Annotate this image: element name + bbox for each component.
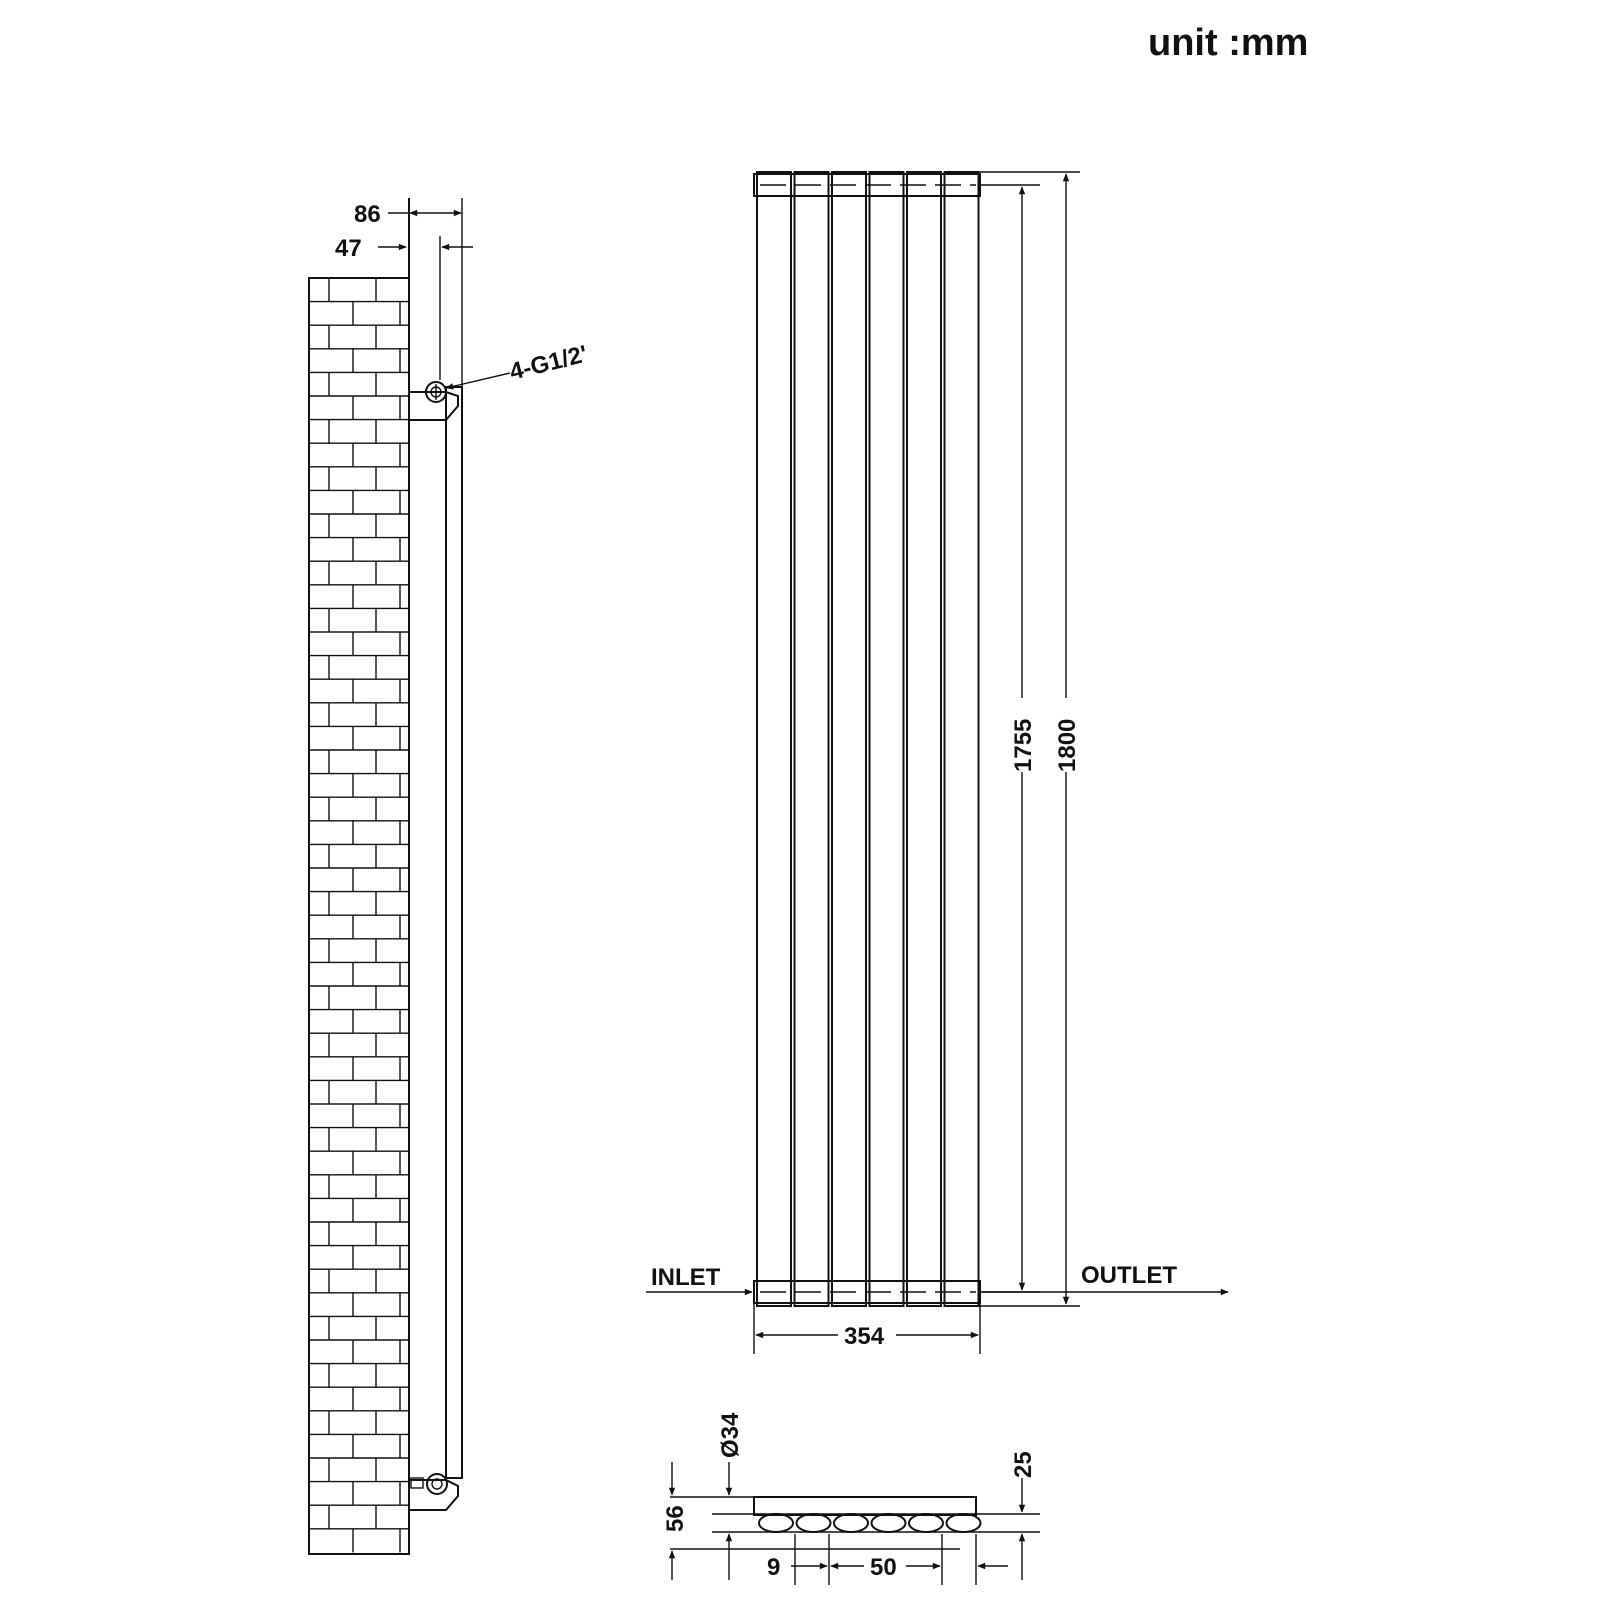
brick-wall	[309, 278, 409, 1554]
side-view	[309, 198, 590, 1554]
radiator-side-profile	[446, 387, 462, 1478]
height-total-dimension: 1800	[1054, 718, 1081, 772]
tube-section	[759, 1514, 793, 1532]
top-view	[662, 1412, 1040, 1585]
radiator-columns	[757, 172, 979, 1306]
front-view	[646, 172, 1228, 1354]
outlet-label: OUTLET	[1081, 1262, 1177, 1289]
radiator-column	[870, 172, 904, 1306]
tube-section	[872, 1514, 906, 1532]
tube-section	[834, 1514, 868, 1532]
depth-wall-dimension: 47	[335, 235, 362, 262]
depth-total-dimension: 86	[354, 201, 381, 228]
radiator-column	[795, 172, 829, 1306]
width-dimension: 354	[844, 1323, 885, 1350]
tube-section	[947, 1514, 981, 1532]
pitch-dimension: 50	[870, 1554, 897, 1581]
top-view-header	[754, 1497, 976, 1515]
radiator-column	[907, 172, 941, 1306]
edge-dimension: 9	[767, 1554, 781, 1581]
top-depth-dimension: 56	[662, 1505, 689, 1532]
unit-label: unit :mm	[1148, 22, 1309, 64]
connection-thread-label: 4-G1/2'	[506, 340, 591, 386]
radiator-column	[945, 172, 979, 1306]
pipe-connection-icon	[427, 1474, 447, 1494]
offset-dimension: 25	[1010, 1451, 1037, 1478]
height-centers-dimension: 1755	[1010, 718, 1037, 772]
tube-sections	[759, 1514, 981, 1532]
bottom-wall-bracket	[409, 1474, 458, 1510]
radiator-column	[757, 172, 791, 1306]
radiator-column	[832, 172, 866, 1306]
tube-section	[797, 1514, 831, 1532]
inlet-label: INLET	[651, 1264, 721, 1291]
tube-diameter-dimension: Ø34	[717, 1412, 744, 1458]
tube-section	[909, 1514, 943, 1532]
